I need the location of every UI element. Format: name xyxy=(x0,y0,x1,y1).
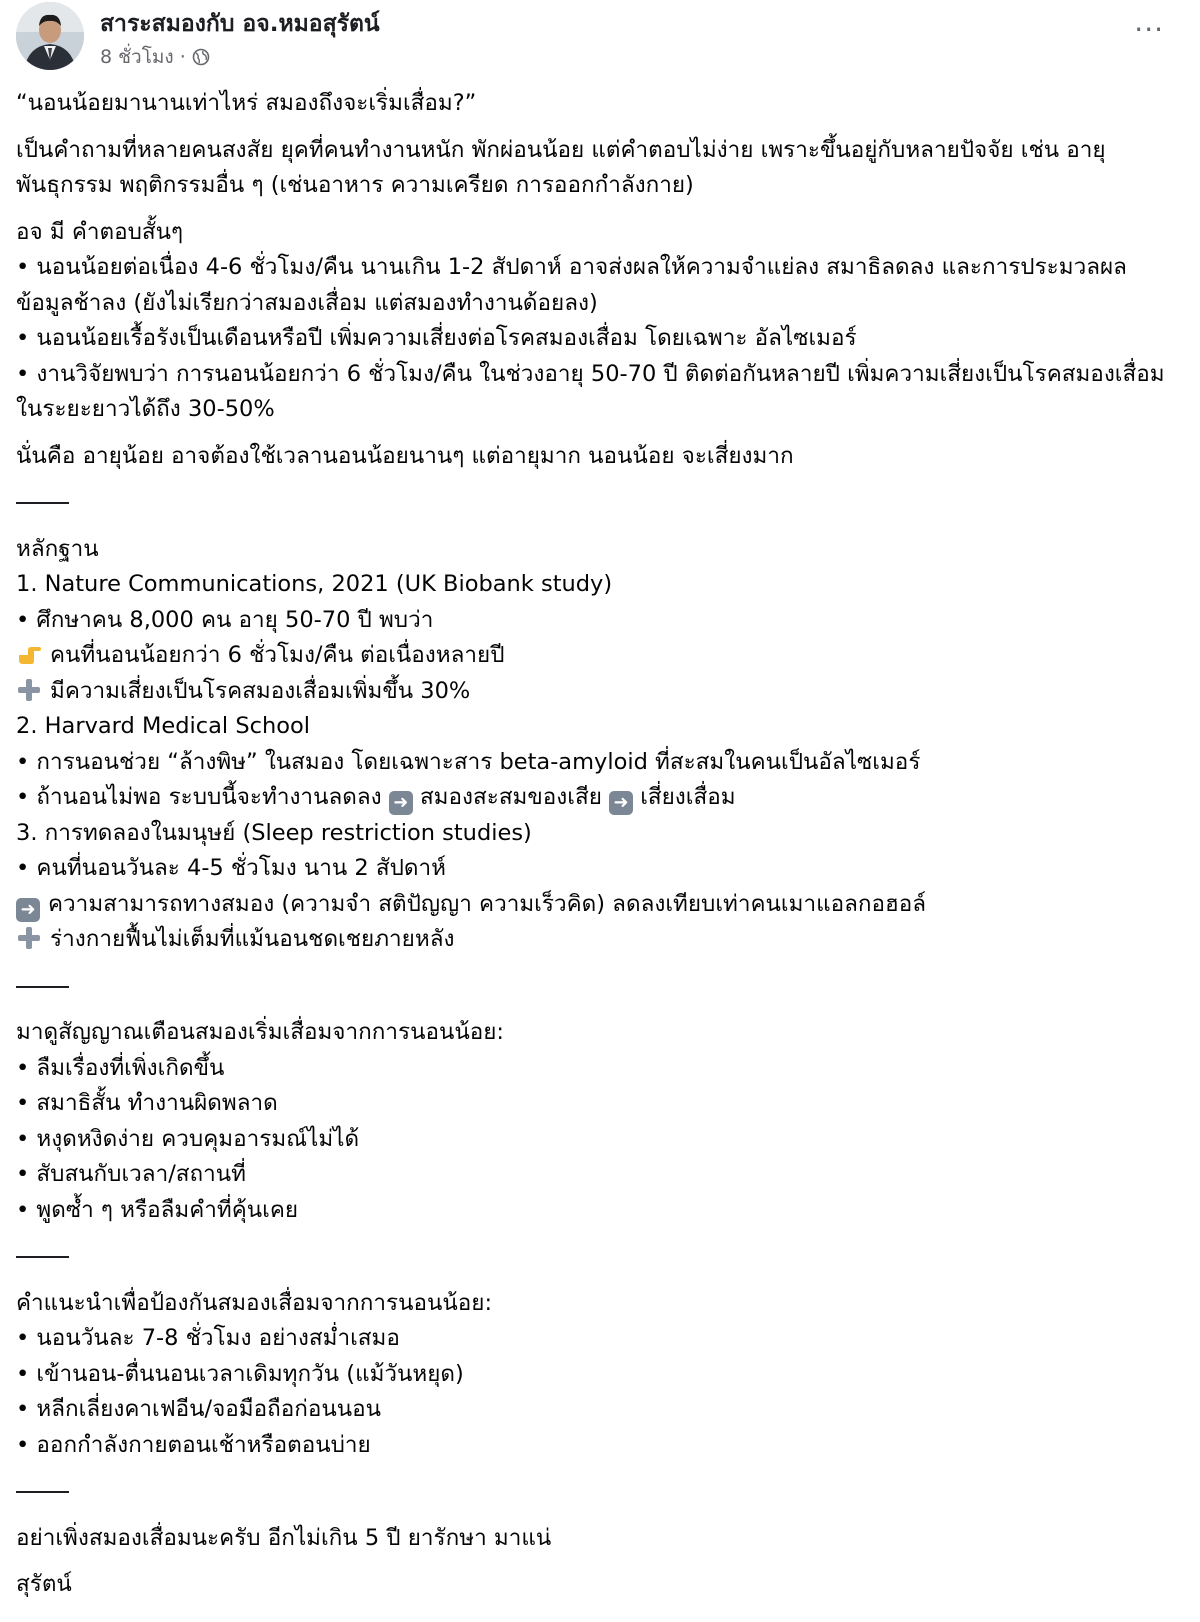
evidence-2-part: เสี่ยงเสื่อม xyxy=(640,784,736,810)
evidence-1-result: มีความเสี่ยงเป็นโรคสมองเสื่อมเพิ่มขึ้น 30% xyxy=(50,677,471,704)
short-answer-title: อจ มี คำตอบสั้นๆ xyxy=(16,218,184,245)
question-line: “นอนน้อยมานานเท่าไหร่ สมองถึงจะเริ่มเสื่อม?” xyxy=(16,90,477,116)
closing-line: อย่าเพิ่งสมองเสื่อมนะครับ อีกไม่เกิน 5 ปี ยารักษา มาแน่ xyxy=(16,1524,552,1551)
advice-title: คำแนะนำเพื่อป้องกันสมองเสื่อมจากการนอนน้อย: xyxy=(16,1289,493,1316)
right-arrow-icon: ➜ xyxy=(609,791,633,815)
evidence-1-line: • ศึกษาคน 8,000 คน อายุ 50-70 ปี พบว่า xyxy=(16,606,434,633)
evidence-title: หลักฐาน xyxy=(16,535,99,562)
evidence-3-line xyxy=(16,922,1181,958)
post-meta xyxy=(100,42,210,72)
sign-item: • พูดซ้ำ ๆ หรือลืมคำที่คุ้นเคย xyxy=(16,1196,299,1223)
evidence-1-point: คนที่นอนน้อยกว่า 6 ชั่วโมง/คืน ต่อเนื่องหลายปี xyxy=(50,642,505,668)
advice-item: • ออกกำลังกายตอนเช้าหรือตอนบ่าย xyxy=(16,1431,371,1458)
divider xyxy=(16,1474,1181,1510)
evidence-1-line xyxy=(16,674,1181,710)
plus-icon xyxy=(16,677,42,703)
more-options-icon[interactable]: ··· xyxy=(1134,13,1164,46)
right-arrow-icon: ➜ xyxy=(16,898,40,922)
evidence-2-line: • การนอนช่วย “ล้างพิษ” ในสมอง โดยเฉพาะสาร beta-amyloid ที่สะสมในคนเป็นอัลไซเมอร์ xyxy=(16,748,921,775)
post-body xyxy=(16,86,1181,1603)
evidence-3-line xyxy=(16,887,1181,923)
short-answer-item: • นอนน้อยต่อเนื่อง 4-6 ชั่วโมง/คืน นานเกิน 1-2 สัปดาห์ อาจส่งผลให้ความจำแย่ลง สมาธิลดลง และการประมวลผลข้อมูลช้าลง (ยังไม่เรียกว่าสมองเสื่อม แต่สมองทำงานด้อยลง) xyxy=(16,254,1127,316)
evidence-3-title: 3. การทดลองในมนุษย์ (Sleep restriction studies) xyxy=(16,819,532,846)
sign-item: • สมาธิสั้น ทำงานผิดพลาด xyxy=(16,1090,278,1116)
short-answer-item: • นอนน้อยเรื้อรังเป็นเดือนหรือปี เพิ่มความเสี่ยงต่อโรคสมองเสื่อม โดยเฉพาะ อัลไซเมอร์ xyxy=(16,325,857,351)
sign-item: • ลืมเรื่องที่เพิ่งเกิดขึ้น xyxy=(16,1054,225,1081)
globe-icon xyxy=(192,48,210,66)
advice-item: • เข้านอน-ตื่นนอนเวลาเดิมทุกวัน (แม้วันหยุด) xyxy=(16,1360,464,1387)
plus-icon xyxy=(16,925,42,951)
conclusion-line: นั่นคือ อายุน้อย อาจต้องใช้เวลานอนน้อยนานๆ แต่อายุมาก นอนน้อย จะเสี่ยงมาก xyxy=(16,442,794,469)
divider xyxy=(16,1239,1181,1275)
avatar-photo xyxy=(16,2,84,70)
divider xyxy=(16,485,1181,521)
advice-item: • หลีกเลี่ยงคาเฟอีน/จอมือถือก่อนนอน xyxy=(16,1396,382,1422)
evidence-2-part: • ถ้านอนไม่พอ ระบบนี้จะทำงานลดลง xyxy=(16,784,382,810)
evidence-2-part: สมองสะสมของเสีย xyxy=(419,784,602,810)
author-name[interactable]: สาระสมองกับ อจ.หมอสุรัตน์ xyxy=(100,11,380,37)
evidence-3-line: • คนที่นอนวันละ 4-5 ชั่วโมง นาน 2 สัปดาห์ xyxy=(16,855,446,881)
evidence-1-title: 1. Nature Communications, 2021 (UK Biobank study) xyxy=(16,571,613,597)
evidence-2-line xyxy=(16,780,1181,816)
post-header xyxy=(14,2,1200,72)
evidence-1-line xyxy=(16,638,1181,674)
sign-item: • สับสนกับเวลา/สถานที่ xyxy=(16,1161,246,1187)
divider xyxy=(16,969,1181,1005)
evidence-3-point: ความสามารถทางสมอง (ความจำ สติปัญญา ความเร็วคิด) ลดลงเทียบเท่าคนเมาแอลกอฮอล์ xyxy=(48,890,927,917)
advice-item: • นอนวันละ 7-8 ชั่วโมง อย่างสม่ำเสมอ xyxy=(16,1325,400,1351)
pointing-hand-icon xyxy=(16,641,42,667)
signature: สุรัตน์ xyxy=(16,1571,72,1597)
short-answer-item: • งานวิจัยพบว่า การนอนน้อยกว่า 6 ชั่วโมง/คืน ในช่วงอายุ 50-70 ปี ติดต่อกันหลายปี เพิ่มความเสี่ยงเป็นโรคสมองเสื่อมในระยะยาวได้ถึง 30-50% xyxy=(16,360,1165,422)
sign-item: • หงุดหงิดง่าย ควบคุมอารมณ์ไม่ได้ xyxy=(16,1125,360,1152)
post-time[interactable]: 8 ชั่วโมง · xyxy=(100,46,186,68)
intro-paragraph: เป็นคำถามที่หลายคนสงสัย ยุคที่คนทำงานหนัก พักผ่อนน้อย แต่คำตอบไม่ง่าย เพราะขึ้นอยู่กับหลายปัจจัย เช่น อายุ พันธุกรรม พฤติกรรมอื่น ๆ (เช่นอาหาร ความเครียด การออกกำลังกาย) xyxy=(16,136,1106,198)
right-arrow-icon: ➜ xyxy=(389,791,413,815)
avatar[interactable] xyxy=(16,2,84,70)
evidence-3-result: ร่างกายฟื้นไม่เต็มที่แม้นอนชดเชยภายหลัง xyxy=(50,926,455,952)
signs-title: มาดูสัญญาณเตือนสมองเริ่มเสื่อมจากการนอนน้อย: xyxy=(16,1019,505,1045)
evidence-2-title: 2. Harvard Medical School xyxy=(16,713,311,739)
